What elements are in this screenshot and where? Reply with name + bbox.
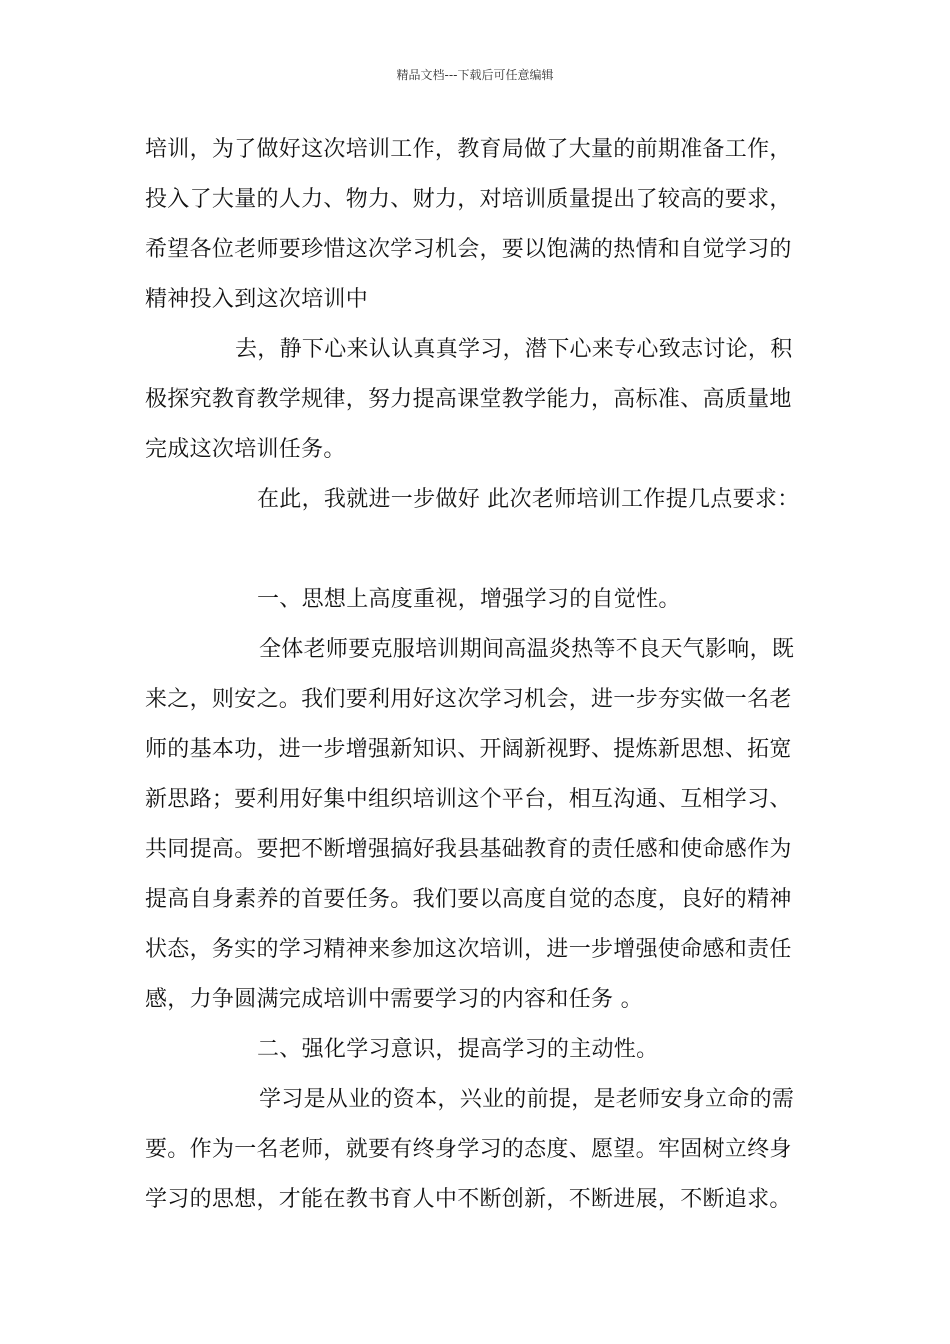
text-line: 学习是从业的资本，兴业的前提，是老师安身立命的需 <box>259 1087 795 1112</box>
text-line: 精神投入到这次培训中 <box>145 287 369 312</box>
text-line: 完成这次培训任务。 <box>145 437 346 462</box>
section-heading: 二、强化学习意识，提高学习的主动性。 <box>257 1037 659 1062</box>
text-line: 极探究教育教学规律，努力提高课堂教学能力，高标准、高质量地 <box>145 387 792 412</box>
text-line: 新思路；要利用好集中组织培训这个平台，相互沟通、互相学习、 <box>145 787 792 812</box>
text-line: 全体老师要克服培训期间高温炎热等不良天气影响，既 <box>259 637 795 662</box>
text-line: 投入了大量的人力、物力、财力，对培训质量提出了较高的要求， <box>145 187 792 212</box>
text-line: 提高自身素养的首要任务。我们要以高度自觉的态度，良好的精神 <box>145 887 792 912</box>
page-header: 精品文档---下载后可任意编辑 <box>396 68 554 82</box>
text-line: 来之，则安之。我们要利用好这次学习机会，进一步夯实做一名老 <box>145 687 792 712</box>
text-line: 在此，我就进一步做好 此次老师培训工作提几点要求： <box>257 487 800 512</box>
text-line: 感，力争圆满完成培训中需要学习的内容和任务 。 <box>145 987 643 1012</box>
text-line: 去，静下心来认认真真学习，潜下心来专心致志讨论，积 <box>235 337 793 362</box>
text-line: 共同提高。要把不断增强搞好我县基础教育的责任感和使命感作为 <box>145 837 792 862</box>
text-line: 状态，务实的学习精神来参加这次培训，进一步增强使命感和责任 <box>145 937 792 962</box>
text-line: 培训，为了做好这次培训工作，教育局做了大量的前期准备工作， <box>145 137 792 162</box>
section-heading: 一、思想上高度重视，增强学习的自觉性。 <box>257 587 681 612</box>
text-line: 师的基本功，进一步增强新知识、开阔新视野、提炼新思想、拓宽 <box>145 737 792 762</box>
text-line: 要。作为一名老师，就要有终身学习的态度、愿望。牢固树立终身 <box>145 1137 792 1162</box>
text-line: 学习的思想，才能在教书育人中不断创新，不断进展，不断追求。 <box>145 1187 792 1212</box>
text-line: 希望各位老师要珍惜这次学习机会，要以饱满的热情和自觉学习的 <box>145 237 792 262</box>
